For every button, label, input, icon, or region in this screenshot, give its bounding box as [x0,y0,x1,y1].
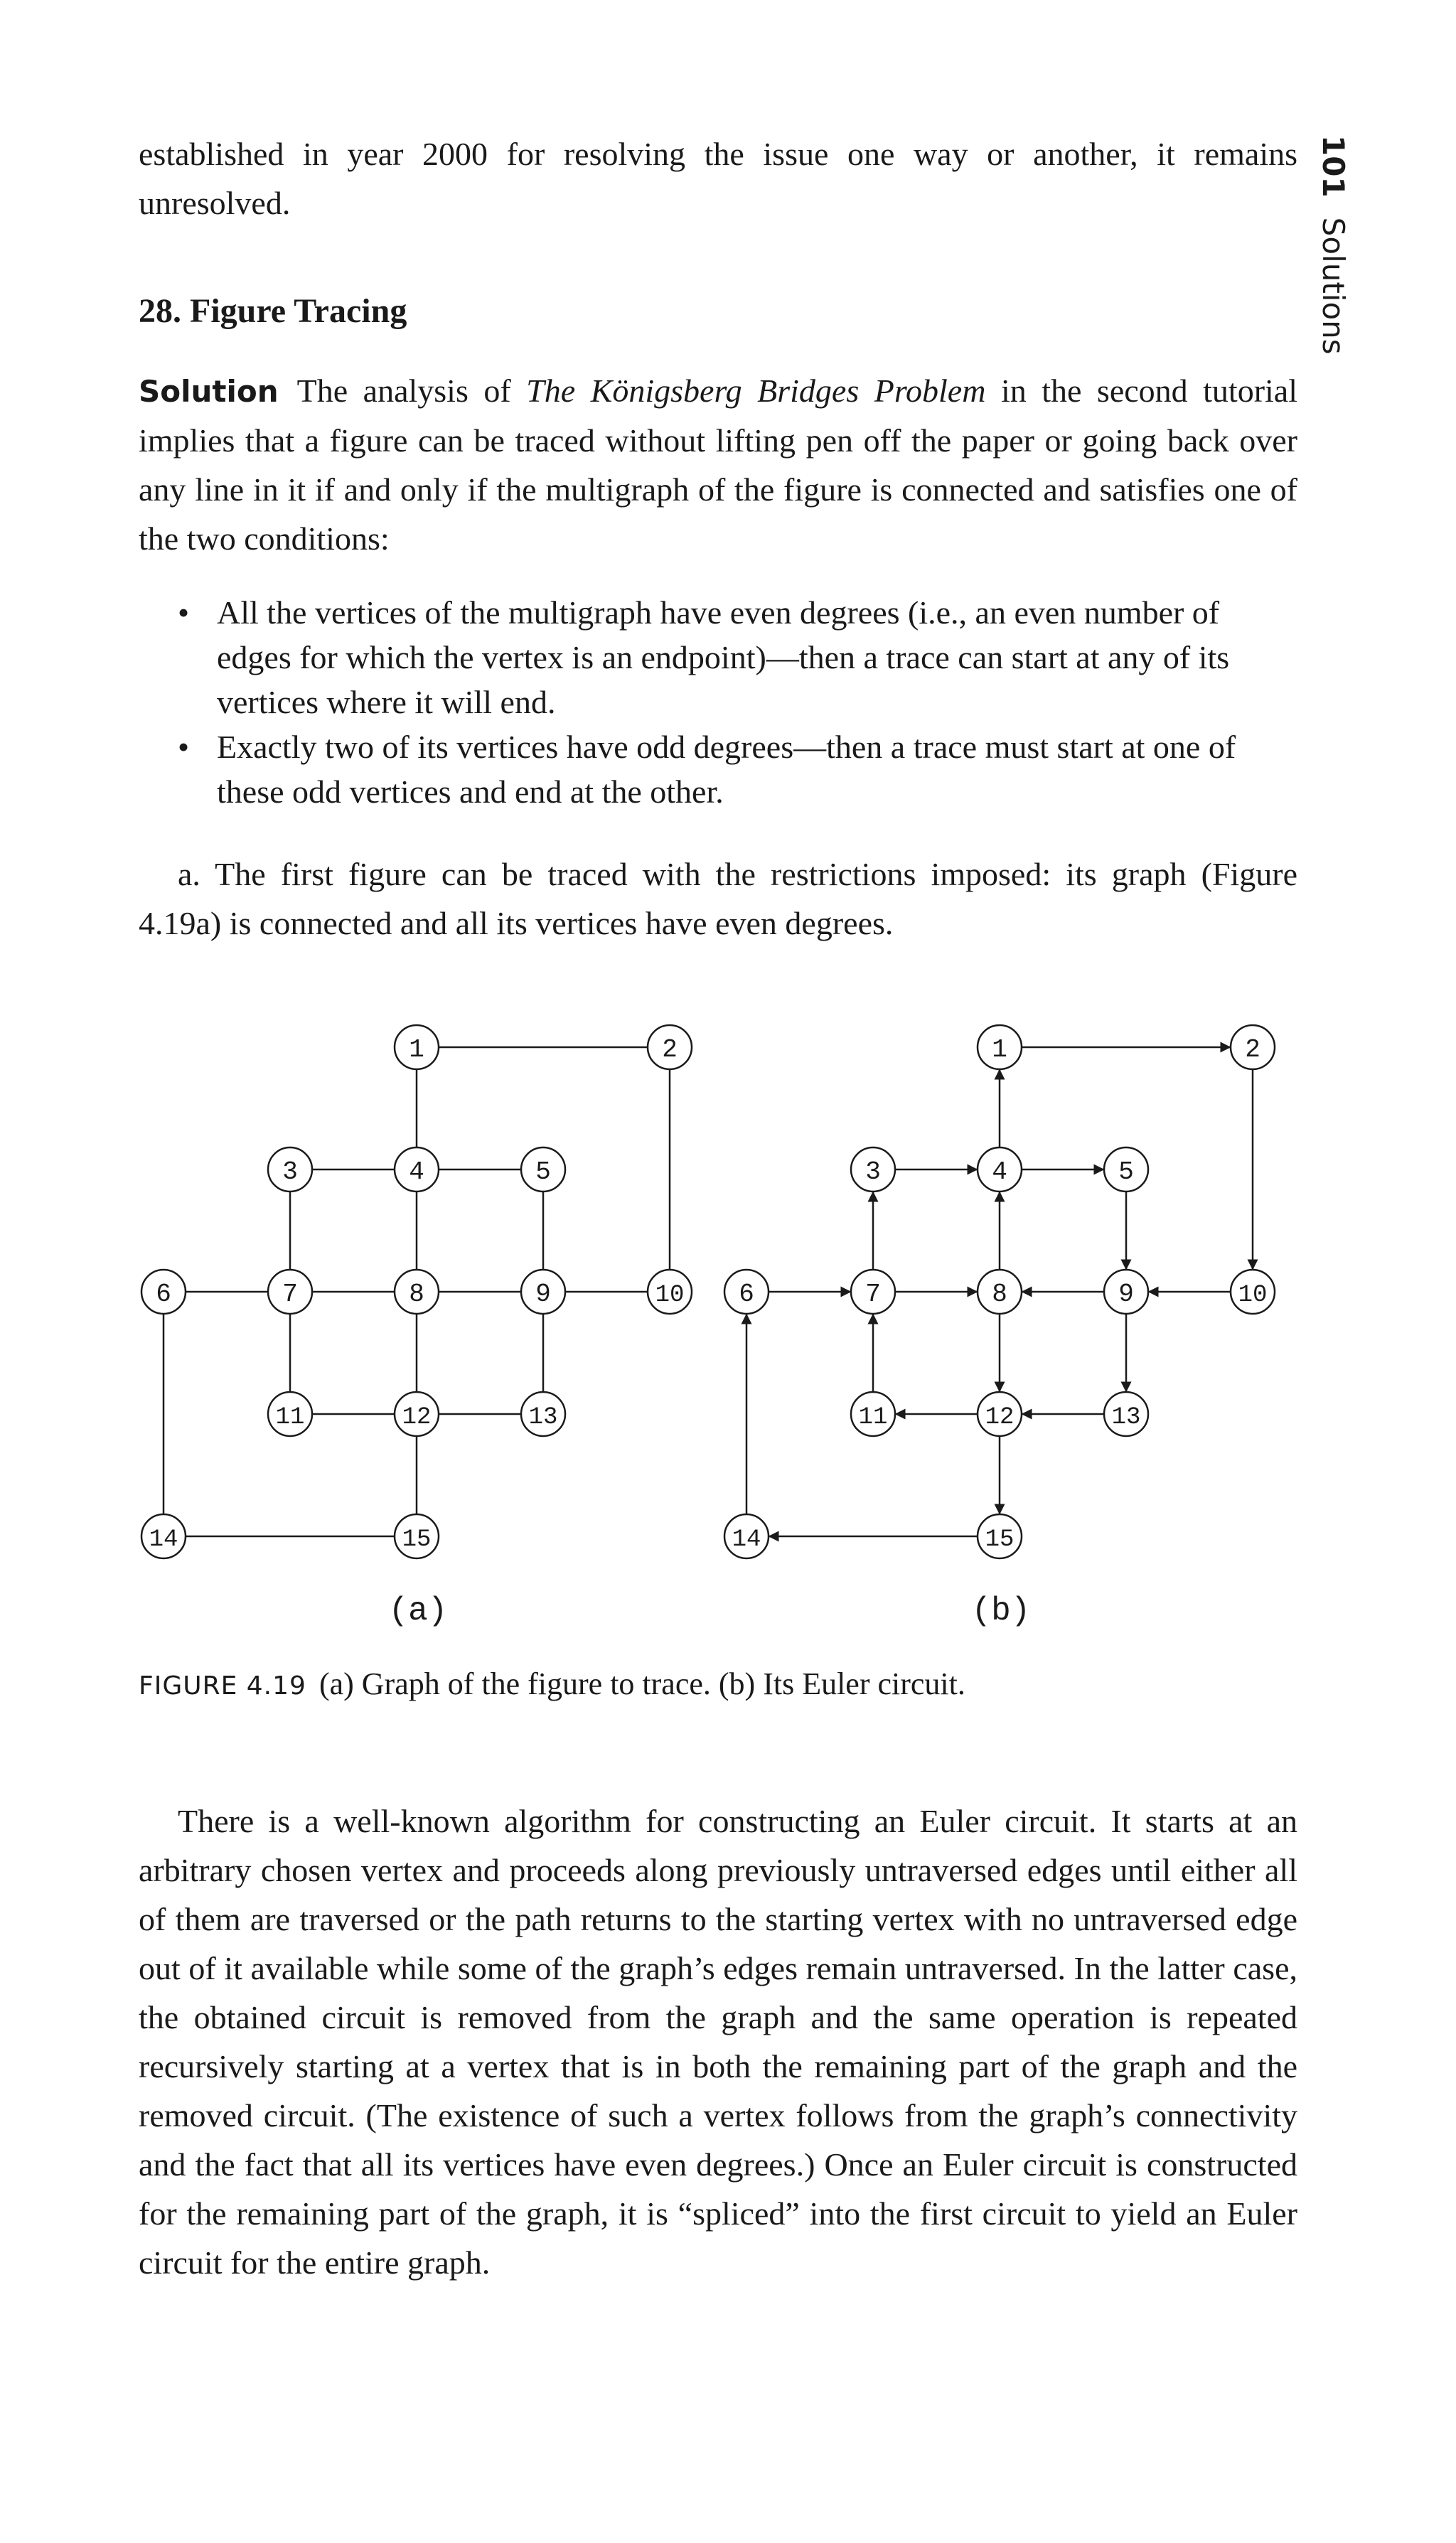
graph-vertex [978,1147,1022,1192]
graph-a [141,1025,692,1558]
section-title: 28. Figure Tracing [139,292,407,330]
running-head-section: Solutions [1316,217,1351,355]
graph-vertex [1231,1270,1275,1314]
graph-figure [0,1010,1456,1649]
bullet-dot: • [178,594,190,631]
vertex-label: 8 [409,1280,424,1309]
graph-vertex [1231,1025,1275,1069]
graph-vertex [1104,1392,1148,1436]
graph-vertex [521,1147,565,1192]
caption-text: (a) Graph of the figure to trace. (b) Its Euler circuit. [318,1666,965,1701]
vertex-label: 11 [858,1404,888,1431]
page-number: 101 [1316,135,1351,198]
graph-vertex [724,1514,769,1558]
graph-vertex [724,1270,769,1314]
conditions-list [178,590,1258,814]
solution-paragraph [139,366,1297,563]
caption-label: FIGURE 4.19 [139,1671,306,1701]
vertex-label: 15 [985,1526,1015,1553]
vertex-label: 11 [275,1404,305,1431]
part-a-paragraph: a. The first figure can be traced with the restrictions imposed: its graph (Figure 4.19a) is connected and all its vertices have even degrees. [139,856,1297,941]
vertex-label: 15 [402,1526,432,1553]
vertex-label: 7 [865,1280,881,1309]
intro-tail-paragraph: established in year 2000 for resolving the issue one way or another, it remains unresolved. [139,136,1297,221]
graph-vertex [395,1147,439,1192]
vertex-label: 1 [992,1035,1007,1064]
graph-vertex [978,1025,1022,1069]
vertex-label: 9 [535,1280,551,1309]
graph-vertex [395,1025,439,1069]
vertex-label: 4 [992,1157,1007,1187]
graph-vertex [978,1270,1022,1314]
vertex-label: 12 [402,1404,432,1431]
graph-vertex [851,1147,895,1192]
graph-vertex [521,1270,565,1314]
vertex-label: 10 [1238,1282,1268,1309]
solution-text-pre: The analysis of [296,373,527,409]
vertex-label: 2 [662,1035,678,1064]
vertex-label: 14 [732,1526,761,1553]
vertex-label: 1 [409,1035,424,1064]
vertex-label: 14 [149,1526,178,1553]
condition-text: Exactly two of its vertices have odd degrees—then a trace must start at one of these odd vertices and end at the other. [217,729,1236,810]
vertex-label: 4 [409,1157,424,1187]
graph-vertex [648,1025,692,1069]
graph-vertex [851,1392,895,1436]
graph-vertex [978,1392,1022,1436]
graph-vertex [268,1392,312,1436]
vertex-label: 12 [985,1404,1015,1431]
graph-vertex [395,1514,439,1558]
figure-4-19 [0,1010,1456,1649]
graph-vertex [978,1514,1022,1558]
condition-item [178,590,1258,724]
vertex-label: 9 [1118,1280,1134,1309]
figure-label-a: (a) [388,1592,448,1629]
vertex-label: 6 [739,1280,754,1309]
figure-caption [139,1666,965,1702]
vertex-label: 5 [1118,1157,1134,1187]
vertex-label: 13 [1111,1404,1141,1431]
vertex-label: 10 [655,1282,685,1309]
vertex-label: 6 [156,1280,171,1309]
graph-vertex [521,1392,565,1436]
vertex-label: 8 [992,1280,1007,1309]
graph-vertex [1104,1270,1148,1314]
solution-label: Solution [139,374,279,409]
graph-vertex [1104,1147,1148,1192]
solution-problem-title: The Königsberg Bridges Problem [526,373,986,409]
graph-vertex [268,1147,312,1192]
vertex-label: 3 [282,1157,298,1187]
vertex-label: 13 [528,1404,558,1431]
graph-b-euler-circuit [724,1025,1275,1558]
graph-vertex [395,1270,439,1314]
vertex-label: 7 [282,1280,298,1309]
bullet-dot: • [178,729,190,765]
graph-vertex [851,1270,895,1314]
vertex-label: 5 [535,1157,551,1187]
graph-vertex [648,1270,692,1314]
running-head [1316,135,1351,355]
condition-text: All the vertices of the multigraph have even degrees (i.e., an even number of edges for which the vertex is an endpoint)—then a trace can start at any of its vertices where it will end. [217,594,1230,720]
solution-text-post: in the second tutorial implies that a figure can be traced without lifting pen off the paper or going back over any line in it if and only if the multigraph of the figure is connected and satisfies one of the two conditions: [139,373,1298,557]
graph-vertex [141,1270,186,1314]
graph-vertex [141,1514,186,1558]
vertex-label: 2 [1245,1035,1260,1064]
figure-label-b: (b) [971,1592,1031,1629]
graph-vertex [268,1270,312,1314]
graph-vertex [395,1392,439,1436]
vertex-label: 3 [865,1157,881,1187]
algorithm-paragraph: There is a well-known algorithm for constructing an Euler circuit. It starts at an arbitrary chosen vertex and proceeds along previously untraversed edges until either all of them are traversed or the path returns to the starting vertex with no untraversed edge out of it available while some of the graph’s edges remain untraversed. In the latter case, the obtained circuit is removed from the graph and the same operation is repeated recursively starting at a vertex that is in both the remaining part of the graph and the removed circuit. (The existence of such a vertex follows from the graph’s connectivity and the fact that all its vertices have even degrees.) Once an Euler circuit is constructed for the remaining part of the graph, it is “spliced” into the first circuit to yield an Euler circuit for the entire graph. [139,1803,1297,2281]
condition-item [178,724,1258,814]
